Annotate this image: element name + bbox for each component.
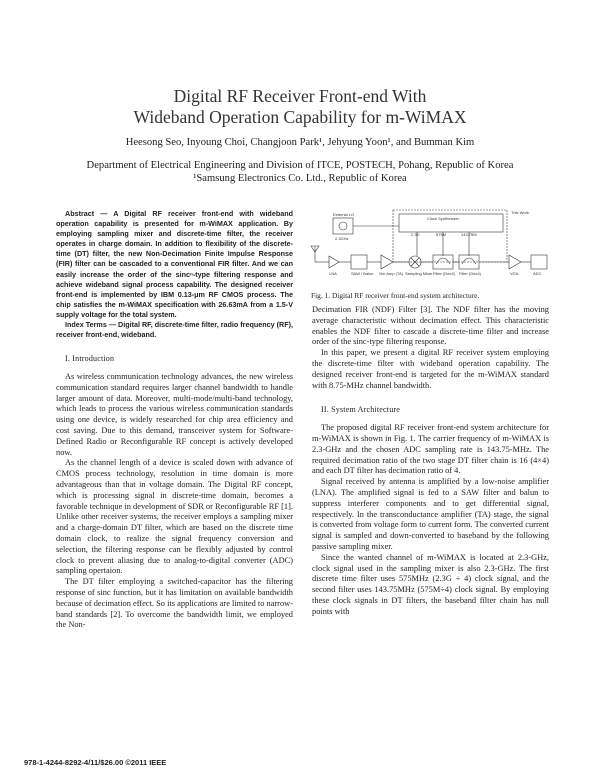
index-terms: Index Terms — Digital RF, discrete-time filter, radio frequency (RF), receiver front-end, wideband. bbox=[56, 320, 293, 340]
clock-synth-label: Clock Synthesizer bbox=[427, 216, 460, 221]
clock-1-label: 2.3G bbox=[411, 232, 420, 237]
filter-1-label: Filter (Dec4) bbox=[433, 271, 456, 276]
external-lo-block bbox=[333, 218, 353, 234]
affiliation-2: ¹Samsung Electronics Co. Ltd., Republic of Korea bbox=[193, 173, 407, 184]
figure-1 bbox=[309, 206, 549, 300]
copyright-footer: 978-1-4244-8292-4/11/$26.00 ©2011 IEEE bbox=[24, 758, 167, 767]
filter-2-icon bbox=[462, 258, 476, 264]
saw-label: SAW / Balun bbox=[351, 271, 374, 276]
summary-paragraph: In this paper, we present a digital RF receiver system employing the discrete-time filter with wideband operation capability. The designed receiver front-end is targeted for the m-WiMAX standard with 8.75-MHz channel bandwidth. bbox=[312, 348, 549, 390]
affiliation-1: Department of Electrical Engineering and Division of ITCE, POSTECH, Pohang, Republic of Korea bbox=[86, 160, 514, 171]
vga-icon bbox=[509, 255, 521, 269]
section-1-heading: I. Introduction bbox=[65, 354, 115, 364]
abstract-text: Abstract — A Digital RF receiver front-end with wideband operation capability is presented for m-WiMAX application. By employing sampling mixer and discrete-time filter, the receiver operates in charge domain. In addition to flexibility of the discrete-time (DT) filter, the new Non-Decimation Finite Impulse Response (FIR) filter can be cascaded to a conventional FIR filter. And we can easily increase the order of the sincⁿ-type filtering response and achieve wideband signal process capability. The designed receiver front-end is implemented by IBM 0.13-μm RF CMOS process. The chip satisfies the m-WiMAX specification with 26.63mA from a 1.5-V supply voltage for the total system. bbox=[56, 209, 293, 319]
ta-label: Gm Amp (TA) bbox=[379, 271, 404, 276]
lo-frequency-label: 2.3GHz bbox=[335, 236, 349, 241]
left-column bbox=[56, 209, 293, 631]
right-column bbox=[312, 305, 549, 618]
filter-2-label: Filter (Dec4) bbox=[459, 271, 482, 276]
lna-icon bbox=[329, 256, 339, 268]
figure-caption: Fig. 1. Digital RF receiver front-end system architecture. bbox=[311, 291, 480, 300]
intro-paragraph-3: The DT filter employing a switched-capacitor has the filtering response of sinc function, but it has limitation on available bandwidth because of decimation effect. So its applications are limited to narrow-band standards [2]. To overcome the bandwidth limit, we employed the Non- bbox=[56, 577, 293, 630]
section-2-heading: II. System Architecture bbox=[321, 405, 401, 415]
arch-paragraph-2: Signal received by antenna is amplified by a low-noise amplifier (LNA). The amplified signal is fed to a SAW filter and balun to suppress interferer components and to get differential signal, respectively. In the transconductance amplifier (TA) stage, the signal is converted from voltage form to current form. The converted current signal is sampled and down-converted to baseband by the following passive sampling mixer. bbox=[312, 477, 549, 551]
this-work-label: This Work bbox=[511, 210, 529, 215]
mixer-label: Sampling Mixer bbox=[405, 271, 433, 276]
intro-paragraph-1: As wireless communication technology advances, the new wireless communication standard requires larger channel bandwidth to handle larger amount of data. Moreover, multi-mode/multi-band technology, which leads to process the various wireless communication standards using one device, is widely researched for chip area efficiency and cost saving. Due to this demand, transceiver system for Software-Defined Radio or Reconfigurable RF concept is actively developed now. bbox=[56, 372, 293, 457]
vga-label: VGA bbox=[510, 271, 519, 276]
paper-title-line-1: Digital RF Receiver Front-end With bbox=[173, 86, 427, 106]
clock-3-label: 143.75M bbox=[461, 232, 477, 237]
clock-2-label: 575M bbox=[436, 232, 447, 237]
ta-icon bbox=[381, 255, 393, 269]
external-lo-label: External LO bbox=[333, 212, 355, 217]
author-list: Heesong Seo, Inyoung Choi, Changjoon Park¹, Jehyung Yoon¹, and Bumman Kim bbox=[125, 137, 475, 148]
filter-1-icon bbox=[436, 258, 450, 264]
arch-paragraph-1: The proposed digital RF receiver front-end system architecture for m-WiMAX is shown in Fig. 1. The carrier frequency of m-WiMAX is 2.3-GHz and the chosen ADC sampling rate is 143.75-MHz. The required decimation ratio of the two stage DT filter chain is 16 (4×4) and each DT filter has decimation ratio of 4. bbox=[312, 423, 549, 476]
intro-paragraph-2: As the channel length of a device is scaled down with advance of CMOS process technology, resolution in time domain is more advantageous than that in voltage domain. The Digital RF concept, which is processing signal in discrete-time domain, becomes a favorable technique in development of SDR or Reconfigurable RF [1]. Unlike other receiver systems, the receiver employs a sampling mixer and a charge-domain DT filter, which are based on the discrete time domain clock, to realize the signal frequency conversion and selection, the filtering response can be flexibly adjusted by control clock to prevent aliasing due to analog-to-digital converter (ADC) sampling opertaion. bbox=[56, 458, 293, 576]
arch-paragraph-3: Since the wanted channel of m-WiMAX is located at 2.3-GHz, clock signal used in the sampling mixer is also 2.3-GHz. The first discrete time filter uses 575MHz (2.3G ÷ 4) clock signal, and the second filter uses 143.75MHz (575M÷4) clock signal. By employing these clock signals in DT filters, the baseband filter chain has null points with bbox=[312, 552, 549, 616]
abstract bbox=[56, 209, 293, 340]
lo-source-icon bbox=[339, 222, 347, 230]
saw-balun-block bbox=[351, 255, 367, 269]
paper-title-line-2: Wideband Operation Capability for m-WiMAX bbox=[133, 107, 467, 127]
ndf-paragraph: Decimation FIR (NDF) Filter [3]. The NDF filter has the moving average characteristic without decimation effect. This characteristic enables the NDF filter to cascade a discrete-time filter and increase order of the sinc-type filtering response. bbox=[312, 305, 549, 347]
adc-label: ADC bbox=[533, 271, 542, 276]
lna-label: LNA bbox=[329, 271, 337, 276]
adc-block bbox=[531, 255, 547, 269]
architecture-diagram bbox=[309, 206, 549, 278]
